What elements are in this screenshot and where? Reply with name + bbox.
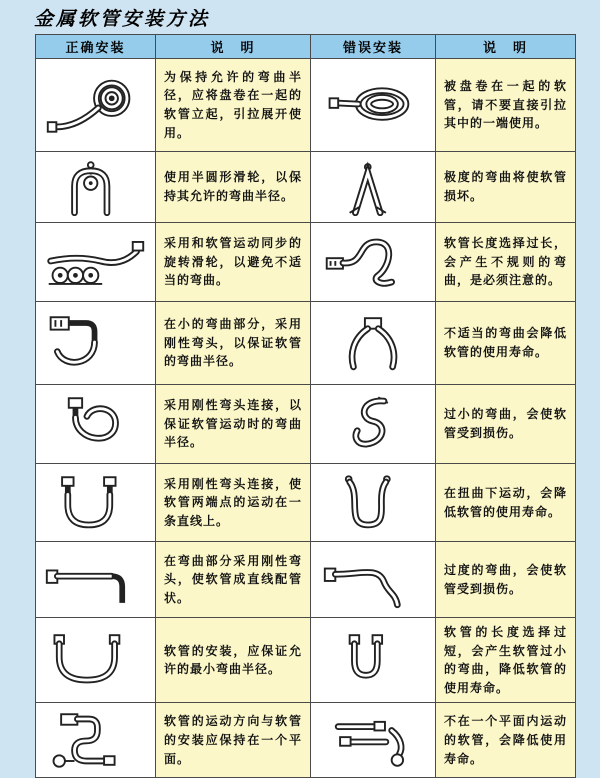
table-row (36, 302, 576, 385)
wrong-description: 过度的弯曲，会使软管受到损伤。 (436, 542, 576, 618)
wrong-description: 不在一个平面内运动的软管，会降低使用寿命。 (436, 703, 576, 778)
correct-description: 在弯曲部分采用刚性弯头，使软管成直线配管状。 (156, 542, 311, 618)
semicircular-pulley-hose-icon (36, 158, 155, 216)
rigid-elbow-small-bend-hose-icon (36, 310, 155, 376)
table-header-row (36, 35, 576, 59)
wrong-description: 不适当的弯曲会降低软管的使用寿命。 (436, 302, 576, 385)
straight-run-elbow-hose-icon (36, 550, 155, 610)
standing-coil-hose-icon (36, 72, 155, 138)
table-row (36, 223, 576, 302)
extreme-bend-hose-icon (311, 158, 435, 216)
too-small-bend-hose-icon (311, 393, 435, 455)
table-row (36, 152, 576, 223)
min-bend-radius-u-hose-icon (36, 629, 155, 691)
too-short-u-hose-icon (311, 629, 435, 691)
table-row (36, 464, 576, 542)
planar-motion-hose-icon (36, 710, 155, 770)
twisted-u-hose-icon (311, 472, 435, 534)
table-row (36, 618, 576, 703)
improper-y-bend-hose-icon (311, 310, 435, 376)
correct-description: 软管的运动方向与软管的安装应保持在一个平面。 (156, 703, 311, 778)
wrong-description: 被盘卷在一起的软管，请不要直接引拉其中的一端使用。 (436, 59, 576, 152)
header-explanation-2: 说 明 (436, 35, 576, 59)
table-row (36, 703, 576, 778)
correct-description: 采用刚性弯头连接，使软管两端点的运动在一条直线上。 (156, 464, 311, 542)
rigid-elbow-loop-hose-icon (36, 393, 155, 455)
table-row (36, 542, 576, 618)
correct-description: 采用刚性弯头连接，以保证软管运动时的弯曲半径。 (156, 385, 311, 464)
wrong-description: 软管的长度选择过短，会产生软管过小的弯曲，降低软管的使用寿命。 (436, 618, 576, 703)
header-correct-install: 正确安装 (36, 35, 156, 59)
correct-description: 软管的安装，应保证允许的最小弯曲半径。 (156, 618, 311, 703)
irregular-bend-hose-icon (311, 231, 435, 293)
correct-description: 使用半圆形滑轮，以保持其允许的弯曲半径。 (156, 152, 311, 223)
wrong-description: 软管长度选择过长，会产生不规则的弯曲，是必须注意的。 (436, 223, 576, 302)
correct-description: 为保持允许的弯曲半径，应将盘卷在一起的软管立起，引拉展开使用。 (156, 59, 311, 152)
rigid-elbow-u-hose-icon (36, 472, 155, 534)
page-title: 金属软管安装方法 (34, 9, 211, 30)
installation-guide-table (35, 34, 576, 778)
correct-description: 在小的弯曲部分，采用刚性弯头，以保证软管的弯曲半径。 (156, 302, 311, 385)
pulled-coil-hose-icon (311, 72, 435, 138)
excessive-bend-hose-icon (311, 550, 435, 610)
header-explanation-1: 说 明 (156, 35, 311, 59)
rotating-pulley-rollers-hose-icon (36, 231, 155, 293)
table-row (36, 385, 576, 464)
non-planar-motion-hose-icon (311, 710, 435, 770)
wrong-description: 过小的弯曲，会使软管受到损伤。 (436, 385, 576, 464)
correct-description: 采用和软管运动同步的旋转滑轮，以避免不适当的弯曲。 (156, 223, 311, 302)
wrong-description: 在扭曲下运动，会降低软管的使用寿命。 (436, 464, 576, 542)
wrong-description: 极度的弯曲将使软管损坏。 (436, 152, 576, 223)
header-wrong-install: 错误安装 (311, 35, 436, 59)
table-row (36, 59, 576, 152)
